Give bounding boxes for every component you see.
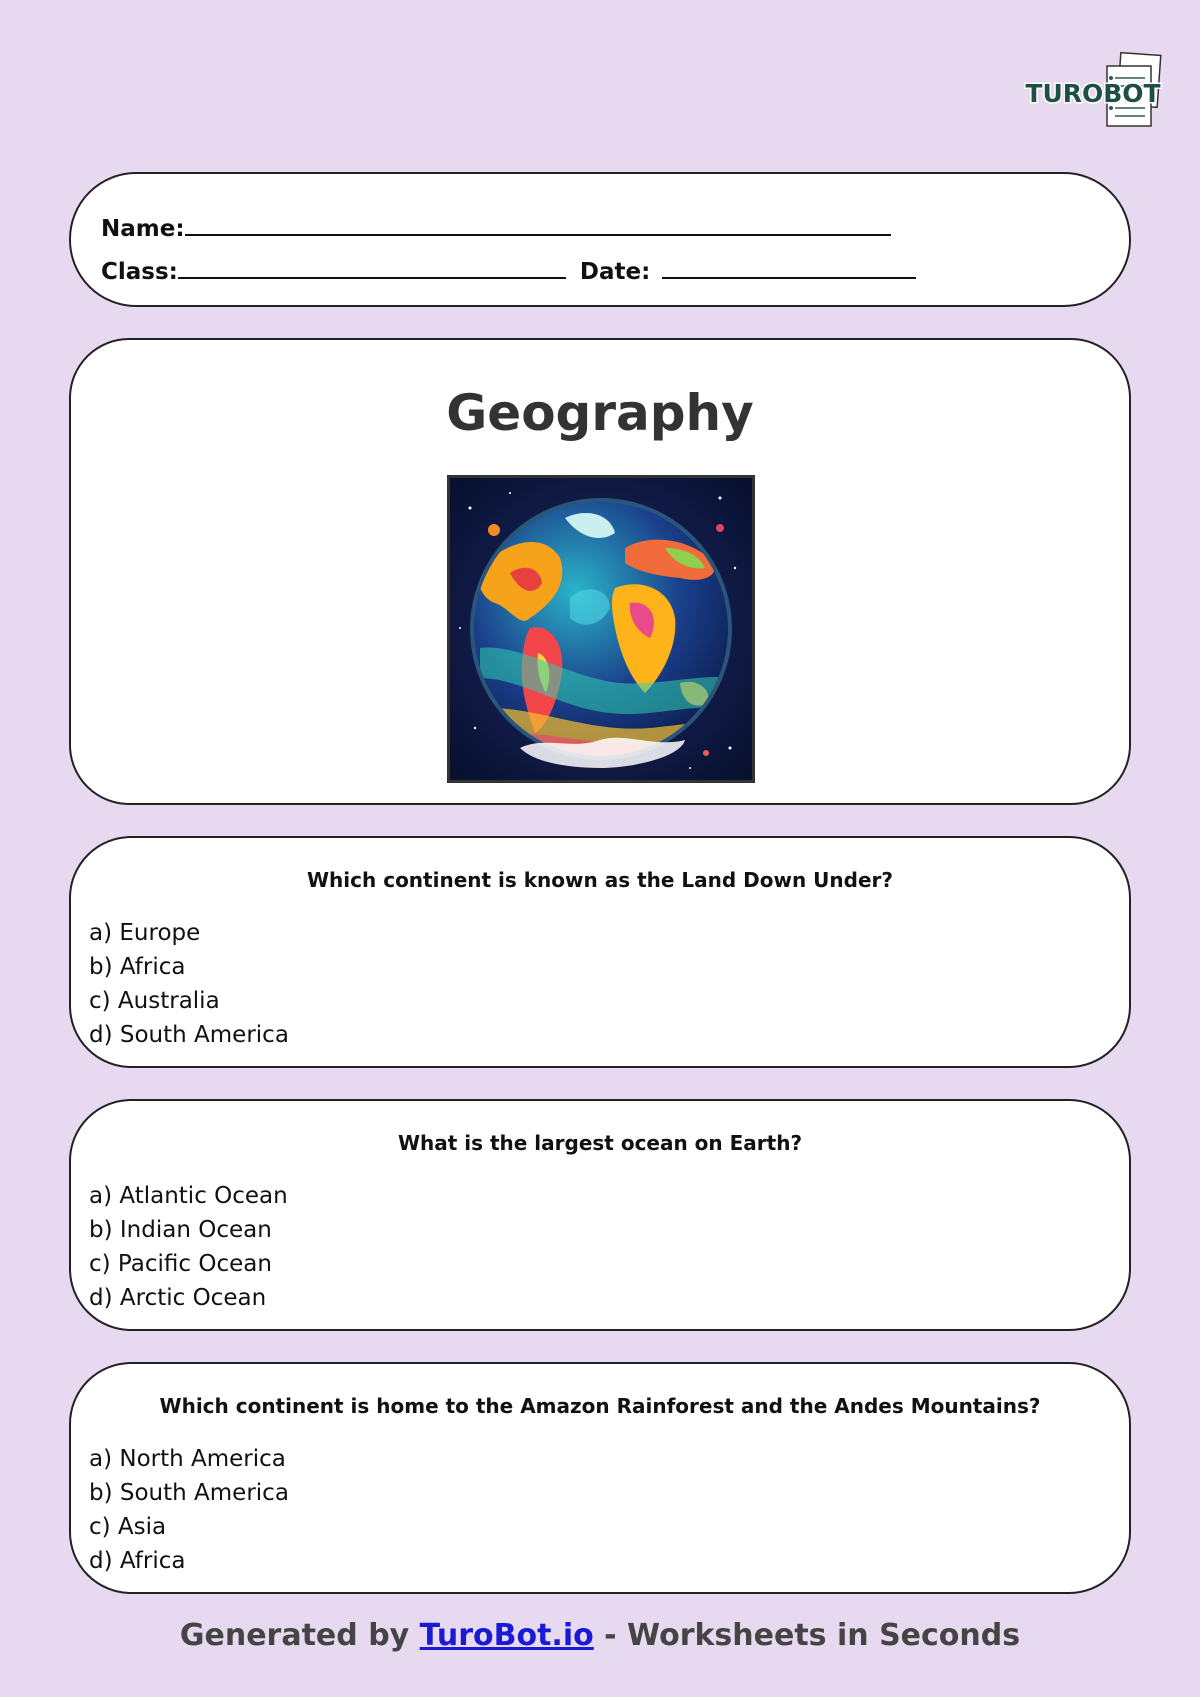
- footer: [0, 1618, 1200, 1653]
- answer-option[interactable]: d) Arctic Ocean: [89, 1285, 267, 1311]
- name-field-line[interactable]: [185, 212, 891, 236]
- question-text: Which continent is known as the Land Down Under?: [307, 868, 893, 892]
- answer-options: [89, 1442, 289, 1578]
- answer-option[interactable]: d) Africa: [89, 1548, 186, 1574]
- answer-option[interactable]: c) Pacific Ocean: [89, 1251, 272, 1277]
- answer-options: [89, 916, 289, 1052]
- footer-prefix: Generated by: [179, 1618, 420, 1653]
- question-card-3: [69, 1362, 1131, 1594]
- class-field-line[interactable]: [178, 255, 566, 279]
- question-card-2: [69, 1099, 1131, 1331]
- turobot-logo: [1025, 52, 1165, 138]
- turobot-link[interactable]: TuroBot.io: [419, 1618, 594, 1653]
- question-card-1: [69, 836, 1131, 1068]
- footer-suffix: - Worksheets in Seconds: [593, 1618, 1021, 1653]
- class-label: Class:: [101, 259, 178, 285]
- question-text: Which continent is home to the Amazon Rainforest and the Andes Mountains?: [159, 1394, 1041, 1418]
- answer-option[interactable]: a) Atlantic Ocean: [89, 1183, 288, 1209]
- answer-option[interactable]: b) Indian Ocean: [89, 1217, 272, 1243]
- answer-option[interactable]: a) North America: [89, 1446, 286, 1472]
- answer-option[interactable]: c) Australia: [89, 988, 220, 1014]
- date-field-line[interactable]: [662, 255, 916, 279]
- answer-option[interactable]: d) South America: [89, 1022, 289, 1048]
- answer-option[interactable]: c) Asia: [89, 1514, 167, 1540]
- answer-option[interactable]: a) Europe: [89, 920, 201, 946]
- worksheet-title: Geography: [446, 384, 754, 442]
- earth-globe-image: [447, 475, 755, 783]
- name-label: Name:: [101, 216, 185, 242]
- answer-options: [89, 1179, 288, 1315]
- logo-text: TUROBOT: [1025, 79, 1161, 108]
- student-info-card: [69, 172, 1131, 307]
- date-label: Date:: [579, 259, 651, 285]
- class-date-row: [101, 255, 916, 285]
- worksheet-title-card: [69, 338, 1131, 805]
- answer-option[interactable]: b) South America: [89, 1480, 289, 1506]
- question-text: What is the largest ocean on Earth?: [397, 1131, 803, 1155]
- name-row: [101, 212, 891, 242]
- answer-option[interactable]: b) Africa: [89, 954, 186, 980]
